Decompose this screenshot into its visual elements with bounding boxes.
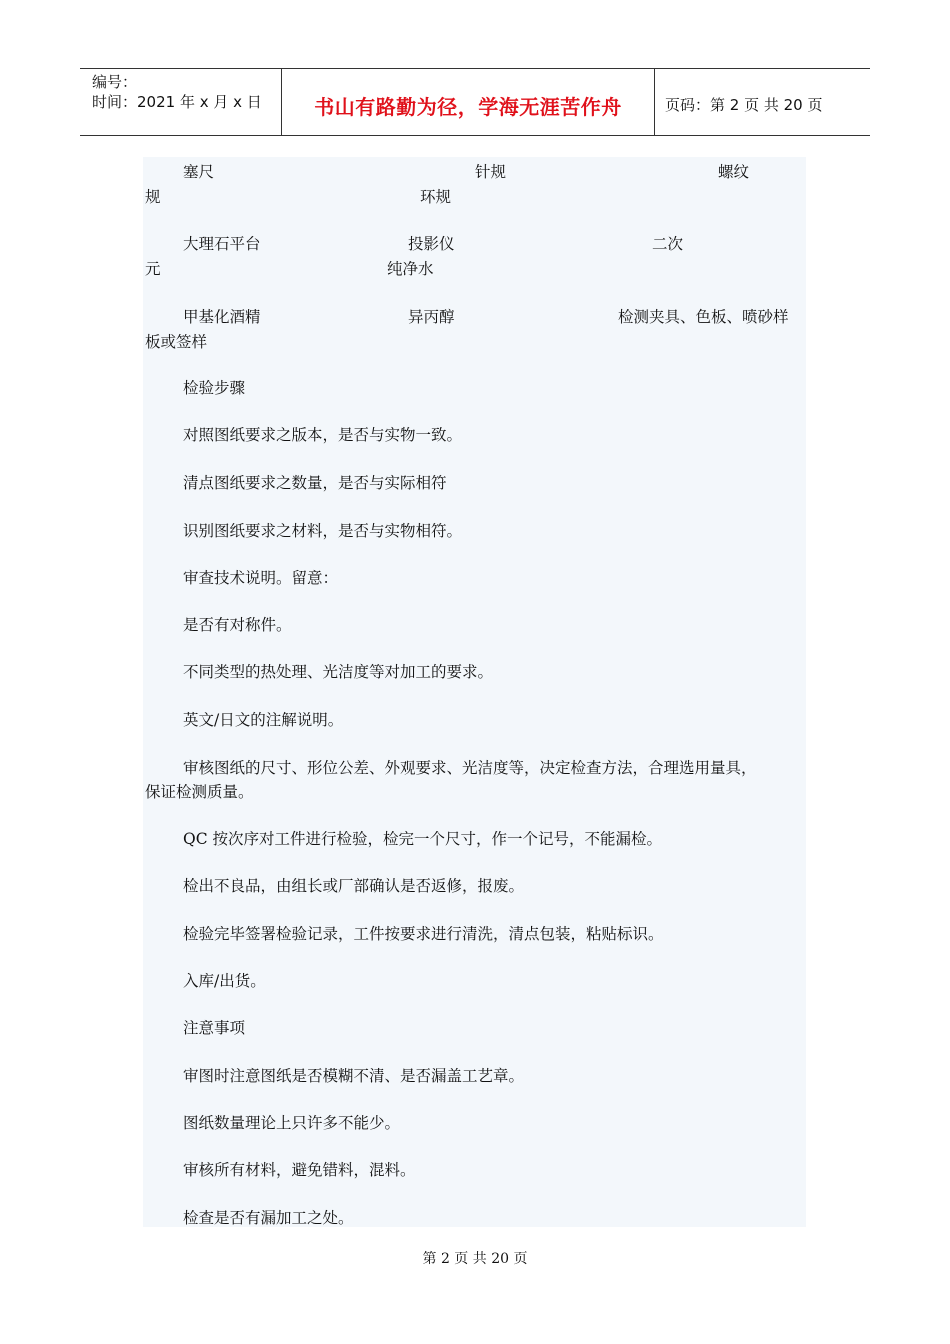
tool-fixtures-cont: 板或签样: [145, 333, 208, 351]
document-number-label: 编号：: [92, 73, 138, 91]
tool-marble-platform: 大理石平台: [183, 235, 261, 253]
step-item: 清点图纸要求之数量，是否与实际相符: [183, 474, 447, 492]
tool-thread-cont: 规: [145, 188, 161, 206]
header-divider: [654, 69, 655, 135]
header-motto: 书山有路勤为径，学海无涯苦作舟: [314, 95, 622, 119]
tool-feeler-gauge: 塞尺: [183, 163, 215, 181]
document-date: 时间：2021 年 x 月 x 日: [92, 93, 262, 111]
step-item: QC 按次序对工件进行检验，检完一个尺寸，作一个记号，不能漏检。: [183, 830, 662, 848]
note-item: 图纸数量理论上只许多不能少。: [183, 1114, 401, 1132]
tool-fixtures: 检测夹具、色板、喷砂样: [618, 308, 789, 326]
note-item: 检查是否有漏加工之处。: [183, 1209, 354, 1227]
step-subitem: 不同类型的热处理、光洁度等对加工的要求。: [183, 663, 494, 681]
tool-pin-gauge: 针规: [475, 163, 507, 181]
tool-thread: 螺纹: [718, 163, 750, 181]
tool-ring-gauge: 环规: [420, 188, 452, 206]
step-subitem: 是否有对称件。: [183, 616, 292, 634]
note-item: 审核所有材料，避免错料，混料。: [183, 1161, 416, 1179]
notes-heading: 注意事项: [183, 1019, 246, 1037]
step-item: 审查技术说明。留意：: [183, 569, 339, 587]
tool-2d: 二次: [652, 235, 684, 253]
page-footer: 第 2 页 共 20 页: [422, 1251, 528, 1267]
tool-methylated-spirit: 甲基化酒精: [183, 308, 261, 326]
step-item: 入库/出货。: [183, 972, 266, 990]
step-item: 检验完毕签署检验记录，工件按要求进行清洗，清点包装，粘贴标识。: [183, 925, 664, 943]
step-item: 审核图纸的尺寸、形位公差、外观要求、光洁度等，决定检查方法，合理选用量具，: [183, 759, 757, 777]
steps-heading: 检验步骤: [183, 379, 246, 397]
step-item-cont: 保证检测质量。: [145, 783, 254, 801]
step-subitem: 英文/日文的注解说明。: [183, 711, 344, 729]
note-item: 审图时注意图纸是否模糊不清、是否漏盖工艺章。: [183, 1067, 525, 1085]
tool-2d-cont: 元: [145, 260, 161, 278]
page-header: [80, 68, 870, 136]
step-item: 对照图纸要求之版本，是否与实物一致。: [183, 426, 463, 444]
tool-projector: 投影仪: [408, 235, 455, 253]
step-item: 检出不良品，由组长或厂部确认是否返修，报废。: [183, 877, 525, 895]
step-item: 识别图纸要求之材料，是否与实物相符。: [183, 522, 463, 540]
tool-isopropanol: 异丙醇: [408, 308, 455, 326]
tool-pure-water: 纯净水: [387, 260, 434, 278]
header-page-info: 页码：第 2 页 共 20 页: [665, 96, 823, 114]
